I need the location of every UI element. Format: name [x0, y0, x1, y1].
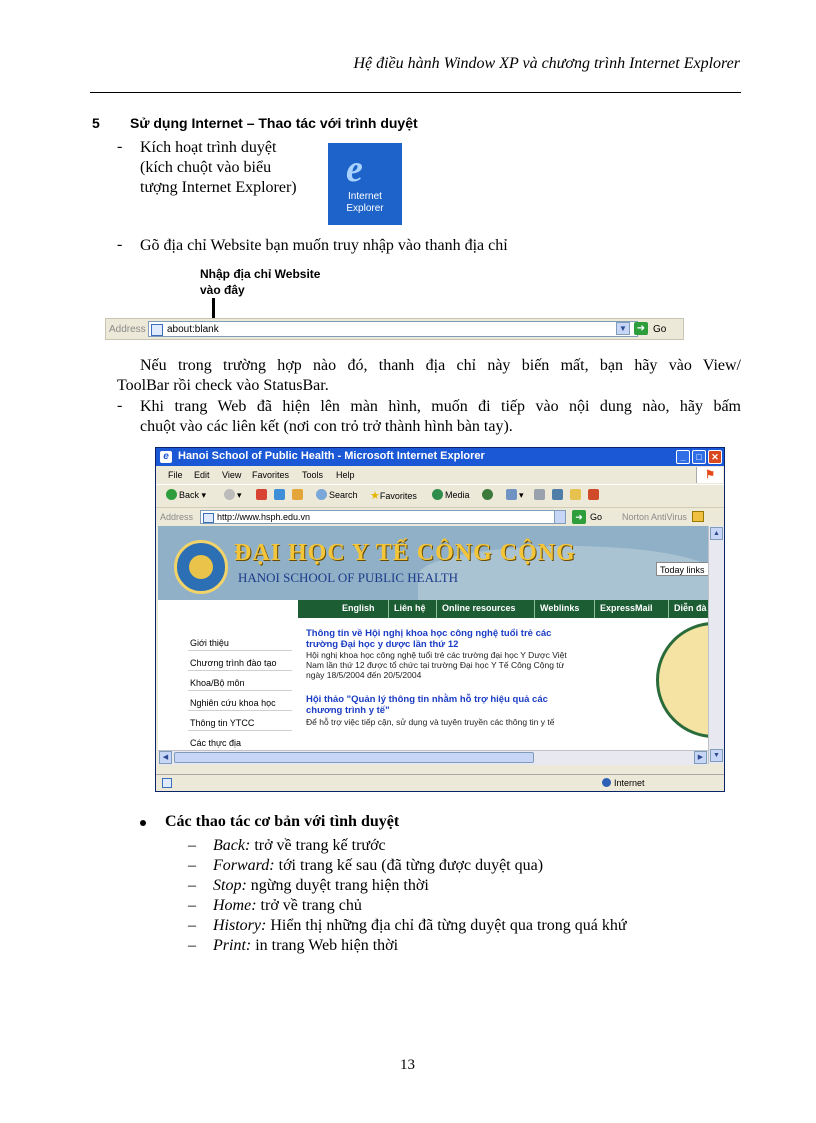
- op-desc: tới trang kế sau (đã từng được duyệt qua): [274, 857, 544, 874]
- op-term: Stop:: [213, 877, 247, 894]
- basic-ops-heading: Các thao tác cơ bản với tình duyệt: [165, 813, 400, 830]
- news-2-body-line-1: Để hỗ trợ việc tiếp cận, sử dụng và tuyên truyền các thông tin y tế: [306, 717, 555, 727]
- browser-go-button[interactable]: Go: [590, 512, 603, 522]
- browser-address-label: Address: [160, 512, 194, 522]
- step-click-links-line-1: Khi trang Web đã hiện lên màn hình, muốn đi tiếp vào nội dung nào, hãy bấm: [140, 398, 741, 415]
- step-click-links-line-2: chuột vào các liên kết (nơi con trỏ trở thành hình bàn tay).: [140, 418, 513, 435]
- nav-forum[interactable]: Diễn đà: [674, 603, 707, 613]
- ie-icon-label-line-2: Explorer: [346, 203, 384, 214]
- header-rule: [90, 92, 741, 93]
- callout-line-2: vào đây: [200, 283, 245, 297]
- browser-url: http://www.hsph.edu.vn: [217, 512, 311, 522]
- back-button[interactable]: Back ▾: [166, 489, 206, 501]
- home-icon: [292, 489, 303, 500]
- op-desc: trở về trang chủ: [256, 897, 362, 914]
- sidebar-item-field-sites[interactable]: Các thực địa: [190, 738, 242, 748]
- forward-button[interactable]: ▾: [224, 489, 242, 501]
- op-dash: –: [188, 837, 196, 854]
- bullet-dash: -: [117, 397, 123, 414]
- news-column: [306, 618, 646, 764]
- address-label: Address: [109, 324, 146, 335]
- history-icon: [482, 489, 493, 500]
- stop-icon: [256, 489, 267, 500]
- refresh-button[interactable]: [274, 489, 287, 500]
- sidebar-item-departments[interactable]: Khoa/Bộ môn: [190, 678, 245, 688]
- ie-icon-label: [328, 191, 402, 215]
- browser-toolbar: [156, 484, 724, 507]
- bullet-dash: -: [117, 236, 123, 253]
- ie-window-icon: e: [160, 451, 172, 463]
- school-logo-icon: [174, 540, 228, 594]
- ie-icon-label-line-1: Internet: [348, 191, 382, 202]
- site-subtitle: HANOI SCHOOL OF PUBLIC HEALTH: [238, 570, 459, 585]
- op-term: Forward:: [213, 857, 275, 874]
- scroll-up-icon[interactable]: ▲: [710, 527, 723, 540]
- news-1-body-line-2: Nam lần thứ 12 được tổ chức tại trường Đại học Y Tế Công Cộng từ: [306, 660, 565, 670]
- address-dropdown-icon[interactable]: ▼: [616, 322, 630, 335]
- browser-go-arrow-icon[interactable]: ➜: [572, 510, 586, 524]
- browser-address-dropdown-icon[interactable]: [554, 510, 566, 524]
- discuss-button[interactable]: [570, 489, 583, 500]
- ie-logo-icon: e: [346, 148, 363, 190]
- menu-bar: [156, 467, 724, 483]
- nav-contact[interactable]: Liên hệ: [394, 603, 426, 613]
- status-bar: [156, 774, 724, 792]
- favorites-button[interactable]: [370, 489, 417, 502]
- step-launch-line-3: tượng Internet Explorer): [140, 179, 297, 196]
- search-label: Search: [329, 490, 358, 500]
- go-arrow-icon[interactable]: ➜: [634, 322, 648, 335]
- nav-english[interactable]: English: [342, 603, 375, 613]
- today-links-select[interactable]: Today links: [656, 562, 708, 576]
- star-icon: ★: [370, 490, 380, 502]
- menu-help[interactable]: Help: [336, 470, 355, 480]
- mail-icon: [506, 489, 517, 500]
- news-1-body-line-1: Hội nghị khoa học công nghệ tuổi trẻ các trường đại học Y Dược Việt: [306, 650, 567, 660]
- address-callout: [200, 266, 320, 298]
- op-dash: –: [188, 937, 196, 954]
- step-type-address: Gõ địa chỉ Website bạn muốn truy nhập vào thanh địa chỉ: [140, 237, 508, 254]
- stop-button[interactable]: [256, 489, 269, 500]
- bullet-dash: -: [117, 138, 123, 155]
- bullet-dot: [140, 820, 146, 826]
- scroll-down-icon[interactable]: ▼: [710, 749, 723, 762]
- step-launch-line-1: Kích hoạt trình duyệt: [140, 139, 277, 156]
- op-dash: –: [188, 897, 196, 914]
- news-2-title-line-1[interactable]: Hội thảo "Quản lý thông tin nhằm hỗ trợ hiệu quả các: [306, 694, 548, 705]
- close-icon[interactable]: ✕: [708, 450, 722, 464]
- address-bar: [105, 318, 684, 340]
- site-sidebar: [158, 618, 296, 764]
- norton-antivirus-label: Norton AntiVirus: [622, 512, 687, 522]
- op-term: Back:: [213, 837, 251, 854]
- refresh-icon: [274, 489, 285, 500]
- sidebar-item-programs[interactable]: Chương trình đào tạo: [190, 658, 277, 668]
- print-button[interactable]: [534, 489, 547, 500]
- menu-edit[interactable]: Edit: [194, 470, 210, 480]
- op-dash: –: [188, 877, 196, 894]
- home-button[interactable]: [292, 489, 305, 500]
- menu-view[interactable]: View: [222, 470, 242, 480]
- menu-favorites[interactable]: Favorites: [252, 470, 290, 480]
- browser-screenshot: [155, 447, 725, 792]
- page-icon: [203, 513, 214, 523]
- address-input[interactable]: [148, 321, 638, 337]
- status-page-icon: [162, 778, 172, 788]
- internet-explorer-icon[interactable]: [328, 143, 402, 225]
- horizontal-scroll-thumb[interactable]: [174, 752, 534, 763]
- mail-button[interactable]: ▾: [506, 489, 524, 501]
- discuss-icon: [570, 489, 581, 500]
- sidebar-item-research[interactable]: Nghiên cứu khoa học: [190, 698, 276, 708]
- section-number: 5: [92, 115, 100, 131]
- conference-seal: [648, 618, 708, 764]
- back-arrow-icon: [166, 489, 177, 500]
- news-1-title-line-2[interactable]: trường Đại học y dược lần thứ 12: [306, 639, 459, 650]
- nav-weblinks[interactable]: Weblinks: [540, 603, 580, 613]
- running-header: Hệ điều hành Window XP và chương trình Internet Explorer: [353, 55, 740, 72]
- news-1-body-line-3: ngày 18/5/2004 đến 20/5/2004: [306, 670, 422, 680]
- section-title: Sử dụng Internet – Thao tác với trình duyệt: [130, 115, 418, 131]
- web-page-content: [158, 526, 708, 764]
- browser-address-bar: [156, 507, 724, 526]
- status-zone: [602, 778, 645, 788]
- vertical-scrollbar[interactable]: [708, 526, 724, 764]
- go-button[interactable]: Go: [653, 324, 667, 335]
- callout-line-1: Nhập địa chỉ Website: [200, 267, 321, 281]
- history-button[interactable]: [482, 489, 495, 500]
- op-desc: trở về trang kế trước: [250, 837, 386, 854]
- op-desc: Hiển thị những địa chỉ đã từng duyệt qua trong quá khứ: [266, 917, 627, 934]
- forward-arrow-icon: [224, 489, 235, 500]
- site-title: ĐẠI HỌC Y TẾ CÔNG CỘNG: [234, 540, 576, 566]
- op-term: History:: [213, 917, 267, 934]
- page-icon: [151, 324, 163, 336]
- nav-online-resources[interactable]: Online resources: [442, 603, 516, 613]
- edit-button[interactable]: [552, 489, 565, 500]
- norton-icon[interactable]: [692, 511, 704, 522]
- menu-tools[interactable]: Tools: [302, 470, 324, 480]
- minimize-icon[interactable]: _: [676, 450, 690, 464]
- address-value: about:blank: [167, 324, 219, 335]
- scroll-left-icon[interactable]: ◀: [159, 751, 172, 764]
- op-dash: –: [188, 857, 196, 874]
- menu-file[interactable]: File: [168, 470, 183, 480]
- note-line-1: Nếu trong trường hợp nào đó, thanh địa chỉ này biến mất, bạn hãy vào View/: [140, 357, 741, 374]
- step-launch-line-2: (kích chuột vào biểu: [140, 159, 272, 176]
- windows-flag-icon: ⚑: [696, 467, 723, 483]
- op-term: Print:: [213, 937, 252, 954]
- globe-icon: [602, 778, 611, 787]
- sidebar-item-about[interactable]: Giới thiệu: [190, 638, 229, 648]
- news-1-title-line-1[interactable]: Thông tin về Hội nghị khoa học công nghệ tuổi trẻ các: [306, 628, 552, 639]
- news-2-title-line-2[interactable]: chương trình y tế": [306, 705, 390, 716]
- site-nav: [298, 600, 708, 618]
- maximize-icon[interactable]: □: [692, 450, 706, 464]
- media-icon: [432, 489, 443, 500]
- media-button[interactable]: [432, 489, 470, 500]
- media-label: Media: [445, 490, 470, 500]
- messenger-icon: [588, 489, 599, 500]
- op-desc: ngừng duyệt trang hiện thời: [246, 877, 429, 894]
- nav-expressmail[interactable]: ExpressMail: [600, 603, 653, 613]
- op-desc: in trang Web hiện thời: [251, 937, 399, 954]
- status-zone-label: Internet: [614, 778, 645, 788]
- horizontal-scrollbar[interactable]: [158, 750, 708, 765]
- op-term: Home:: [213, 897, 257, 914]
- sidebar-item-ytcc-info[interactable]: Thông tin YTCC: [190, 718, 255, 728]
- site-banner: [158, 526, 708, 600]
- scroll-right-icon[interactable]: ▶: [694, 751, 707, 764]
- favorites-label: Favorites: [379, 491, 417, 501]
- print-icon: [534, 489, 545, 500]
- messenger-button[interactable]: [588, 489, 601, 500]
- window-titlebar: [156, 448, 724, 466]
- note-line-2: ToolBar rồi check vào StatusBar.: [117, 377, 329, 394]
- back-label: Back: [179, 490, 200, 500]
- search-button[interactable]: [316, 489, 358, 500]
- page-number: 13: [400, 1057, 415, 1073]
- edit-icon: [552, 489, 563, 500]
- search-icon: [316, 489, 327, 500]
- browser-address-input[interactable]: [200, 510, 562, 524]
- window-title: Hanoi School of Public Health - Microsoft Internet Explorer: [178, 450, 485, 462]
- op-dash: –: [188, 917, 196, 934]
